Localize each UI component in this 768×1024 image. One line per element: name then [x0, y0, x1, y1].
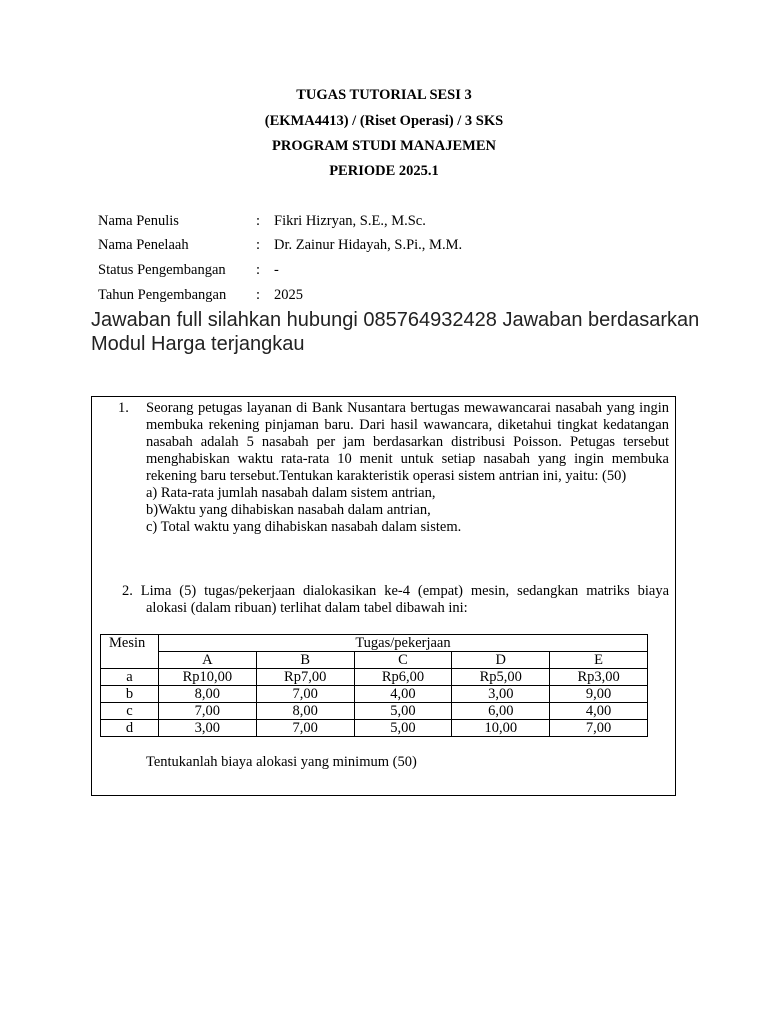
table-cell: Rp6,00 — [354, 669, 452, 686]
mesin-header-cell: Mesin — [101, 635, 159, 669]
table-cell: 8,00 — [256, 703, 354, 720]
table-header-row — [101, 635, 648, 652]
table-cell: 5,00 — [354, 703, 452, 720]
row-label: c — [101, 703, 159, 720]
meta-key: Tahun Pengembangan — [98, 287, 227, 303]
table-cell: 4,00 — [354, 686, 452, 703]
table-cell: 6,00 — [452, 703, 550, 720]
table-cell: 8,00 — [158, 686, 256, 703]
row-label: d — [101, 720, 159, 737]
table-row — [101, 720, 648, 737]
table-cell: Rp10,00 — [158, 669, 256, 686]
table-cell: 7,00 — [550, 720, 648, 737]
meta-key: Status Pengembangan — [98, 262, 226, 278]
meta-key: Nama Penulis — [98, 213, 179, 229]
question-number: 1. — [118, 400, 129, 416]
table-cell: 4,00 — [550, 703, 648, 720]
table-cell: 7,00 — [256, 686, 354, 703]
header-program: PROGRAM STUDI MANAJEMEN — [272, 138, 496, 154]
table-cell: Rp7,00 — [256, 669, 354, 686]
table-cell: 5,00 — [354, 720, 452, 737]
column-header: C — [354, 652, 452, 669]
column-header: B — [256, 652, 354, 669]
question-1-part-b: b)Waktu yang dihabiskan nasabah dalam antrian, — [146, 502, 431, 518]
meta-key: Nama Penelaah — [98, 237, 189, 253]
question-box — [91, 396, 676, 796]
table-cell: Rp3,00 — [550, 669, 648, 686]
promo-text: Jawaban full silahkan hubungi 085764932428 Jawaban berdasarkan Modul Harga terjangkau — [91, 309, 700, 355]
meta-colon: : — [256, 262, 261, 278]
table-row — [101, 686, 648, 703]
table-row — [101, 703, 648, 720]
question-1-text: Seorang petugas layanan di Bank Nusantara bertugas mewawancarai nasabah yang ingin membuka rekening pinjaman baru. Dari hasil wawancara, diketahui tingkat kedatangan nasabah adalah 5 nasabah per jam berdasarkan distribusi Poisson. Petugas tersebut menghabiskan waktu rata-rata 10 menit untuk setiap nasabah yang ingin membuka rekening baru tersebut.Tentukan karakteristik operasi sistem antrian ini, yaitu: (50) — [146, 400, 669, 484]
question-1 — [118, 400, 669, 536]
table-column-row — [101, 652, 648, 669]
header-title: TUGAS TUTORIAL SESI 3 — [296, 87, 472, 103]
table-cell: 9,00 — [550, 686, 648, 703]
meta-value: 2025 — [274, 287, 303, 303]
cost-matrix-table — [100, 634, 648, 737]
table-cell: 3,00 — [158, 720, 256, 737]
table-cell: 7,00 — [256, 720, 354, 737]
table-cell: 3,00 — [452, 686, 550, 703]
table-row — [101, 669, 648, 686]
meta-colon: : — [256, 237, 261, 253]
question-2 — [122, 583, 669, 617]
meta-value: Fikri Hizryan, S.E., M.Sc. — [274, 213, 426, 229]
table-cell: 10,00 — [452, 720, 550, 737]
header-course: (EKMA4413) / (Riset Operasi) / 3 SKS — [264, 113, 504, 129]
question-1-part-a: a) Rata-rata jumlah nasabah dalam sistem antrian, — [146, 485, 436, 501]
meta-value: - — [274, 262, 279, 278]
header-period: PERIODE 2025.1 — [329, 163, 439, 179]
meta-colon: : — [256, 213, 261, 229]
tugas-header-cell: Tugas/pekerjaan — [158, 635, 647, 652]
meta-colon: : — [256, 287, 261, 303]
column-header: A — [158, 652, 256, 669]
table-cell: Rp5,00 — [452, 669, 550, 686]
row-label: b — [101, 686, 159, 703]
row-label: a — [101, 669, 159, 686]
question-2-instruction: Tentukanlah biaya alokasi yang minimum (50) — [146, 754, 417, 770]
table-cell: 7,00 — [158, 703, 256, 720]
column-header: D — [452, 652, 550, 669]
meta-value: Dr. Zainur Hidayah, S.Pi., M.M. — [274, 237, 463, 253]
question-2-text: 2. Lima (5) tugas/pekerjaan dialokasikan ke-4 (empat) mesin, sedangkan matriks biaya alokasi (dalam ribuan) terlihat dalam tabel dibawah ini: — [122, 583, 669, 616]
question-1-part-c: c) Total waktu yang dihabiskan nasabah dalam sistem. — [146, 519, 462, 535]
column-header: E — [550, 652, 648, 669]
